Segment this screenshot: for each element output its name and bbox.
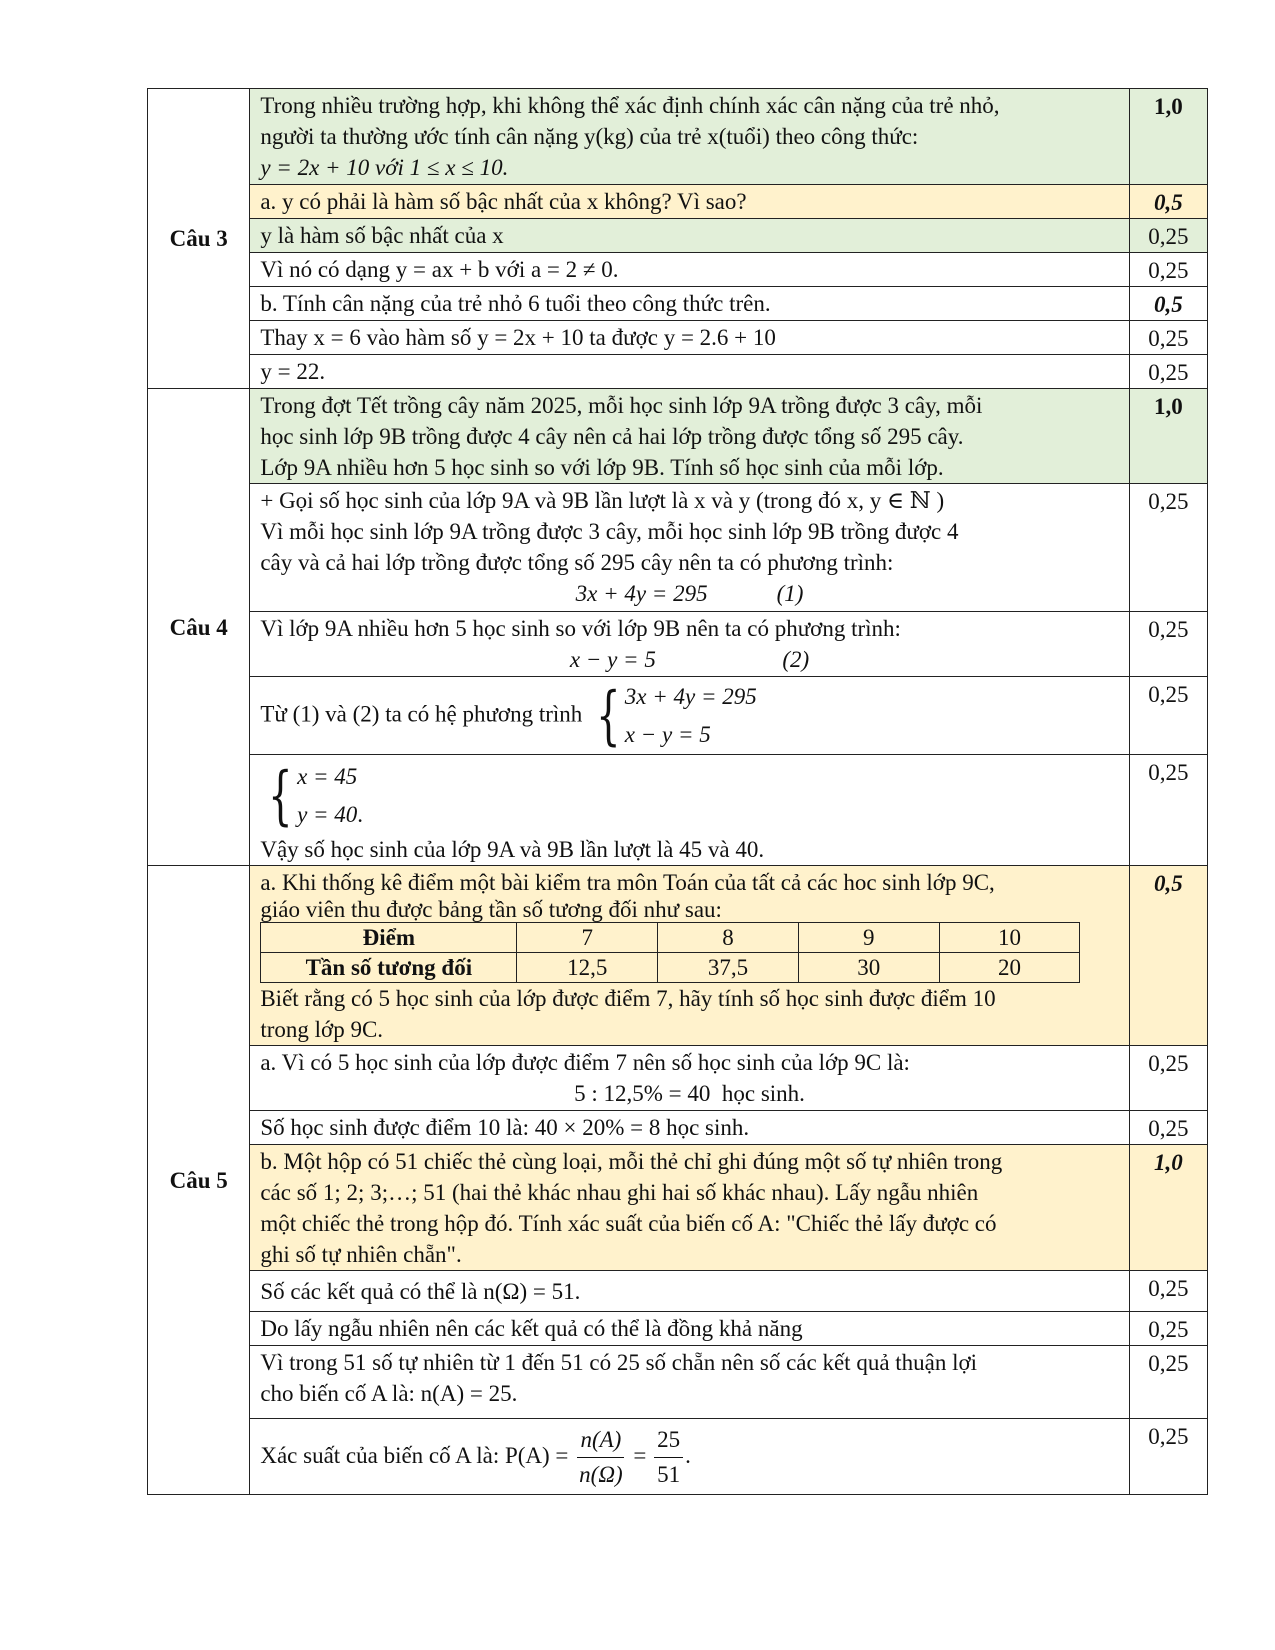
score-cell: 1,0 bbox=[1129, 1145, 1207, 1271]
score-cell: 1,0 bbox=[1129, 389, 1207, 484]
equation: 5 : 12,5% = 40 học sinh. bbox=[574, 1081, 805, 1106]
score-cell: 0,25 bbox=[1129, 1346, 1207, 1419]
answer-5b-1: Số các kết quả có thể là n(Ω) = 51. bbox=[250, 1271, 1129, 1312]
formula-line: y = 2x + 10 với 1 ≤ x ≤ 10. bbox=[260, 155, 509, 180]
fraction-nA-over-nOmega bbox=[576, 1423, 625, 1492]
score-cell: 0,25 bbox=[1129, 355, 1207, 389]
score-cell: 0,5 bbox=[1129, 287, 1207, 321]
answer-5a-2: Số học sinh được điểm 10 là: 40 × 20% = 8 học sinh. bbox=[250, 1111, 1129, 1145]
score-cell: 0,25 bbox=[1129, 321, 1207, 355]
text-line: học sinh lớp 9B trồng được 4 cây nên cả hai lớp trồng được tổng số 295 cây. bbox=[260, 424, 964, 449]
table-cell: 20 bbox=[939, 953, 1080, 983]
answer-3b-2: y = 22. bbox=[250, 355, 1129, 389]
text-line: ghi số tự nhiên chẵn". bbox=[260, 1242, 462, 1267]
table-cell: 30 bbox=[798, 953, 939, 983]
question-3-intro bbox=[250, 89, 1129, 185]
probability-label: Xác suất của biến cố A là: P(A) = bbox=[260, 1442, 569, 1468]
text-line: Từ (1) và (2) ta có hệ phương trình bbox=[260, 701, 583, 727]
answer-5b-3 bbox=[250, 1346, 1129, 1419]
frequency-table bbox=[260, 922, 1080, 983]
fraction-25-over-51 bbox=[654, 1423, 683, 1492]
brace-symbol: { bbox=[596, 679, 621, 753]
answer-4-step-1 bbox=[250, 484, 1129, 612]
question-label-4: Câu 4 bbox=[148, 389, 250, 866]
question-label-5: Câu 5 bbox=[148, 866, 250, 1495]
table-cell: 12,5 bbox=[517, 953, 658, 983]
answer-3a-2: Vì nó có dạng y = ax + b với a = 2 ≠ 0. bbox=[250, 253, 1129, 287]
text-line: trong lớp 9C. bbox=[260, 1017, 384, 1042]
question-4-intro bbox=[250, 389, 1129, 484]
table-header-label: Điểm bbox=[261, 923, 517, 953]
equation-system bbox=[588, 678, 757, 754]
text-line: giáo viên thu được bảng tần số tương đối như sau: bbox=[260, 897, 722, 922]
fraction-denominator: n(Ω) bbox=[579, 1461, 623, 1487]
punctuation: . bbox=[685, 1442, 691, 1468]
equals-sign: = bbox=[633, 1442, 647, 1468]
table-header-cell: 9 bbox=[798, 923, 939, 953]
score-cell: 0,25 bbox=[1129, 484, 1207, 612]
solution-x: x = 45 bbox=[297, 764, 358, 789]
fraction-numerator: n(A) bbox=[577, 1423, 624, 1458]
score-cell: 1,0 bbox=[1129, 89, 1207, 185]
text-line: b. Một hộp có 51 chiếc thẻ cùng loại, mỗi thẻ chỉ ghi đúng một số tự nhiên trong bbox=[260, 1149, 1003, 1174]
text-line: + Gọi số học sinh của lớp 9A và 9B lần lượt là x và y (trong đó x, y ∈ ℕ ) bbox=[260, 488, 945, 513]
table-header-cell: 10 bbox=[939, 923, 1080, 953]
table-cell: 37,5 bbox=[658, 953, 799, 983]
system-equation: 3x + 4y = 295 bbox=[624, 684, 757, 709]
text-line: Vì lớp 9A nhiều hơn 5 học sinh so với lớp 9B nên ta có phương trình: bbox=[260, 616, 901, 641]
question-5a bbox=[250, 866, 1129, 1046]
answer-3a-1: y là hàm số bậc nhất của x bbox=[250, 219, 1129, 253]
score-cell: 0,25 bbox=[1129, 1111, 1207, 1145]
fraction-denominator: 51 bbox=[657, 1461, 681, 1487]
equation-1: 3x + 4y = 295 (1) bbox=[575, 581, 804, 606]
score-cell: 0,25 bbox=[1129, 253, 1207, 287]
question-label-3: Câu 3 bbox=[148, 89, 250, 389]
brace-symbol: { bbox=[268, 759, 293, 833]
score-cell: 0,5 bbox=[1129, 866, 1207, 1046]
score-cell: 0,25 bbox=[1129, 1046, 1207, 1111]
conclusion-line: Vậy số học sinh của lớp 9A và 9B lần lượt là 45 và 40. bbox=[260, 837, 765, 862]
answer-3b-1: Thay x = 6 vào hàm số y = 2x + 10 ta được y = 2.6 + 10 bbox=[250, 321, 1129, 355]
score-cell: 0,25 bbox=[1129, 1271, 1207, 1312]
text-line: các số 1; 2; 3;…; 51 (hai thẻ khác nhau ghi hai số khác nhau). Lấy ngẫu nhiên bbox=[260, 1180, 979, 1205]
score-cell: 0,25 bbox=[1129, 219, 1207, 253]
table-row-label: Tần số tương đối bbox=[261, 953, 517, 983]
text-line: một chiếc thẻ trong hộp đó. Tính xác suất của biến cố A: "Chiếc thẻ lấy được có bbox=[260, 1211, 997, 1236]
text-line: cây và cả hai lớp trồng được tổng số 295 cây nên ta có phương trình: bbox=[260, 550, 894, 575]
score-cell: 0,25 bbox=[1129, 677, 1207, 755]
text-line: Lớp 9A nhiều hơn 5 học sinh so với lớp 9B. Tính số học sinh của mỗi lớp. bbox=[260, 455, 944, 480]
equation-2: x − y = 5 (2) bbox=[569, 647, 810, 672]
score-cell: 0,25 bbox=[1129, 755, 1207, 866]
table-header-cell: 7 bbox=[517, 923, 658, 953]
table-header-cell: 8 bbox=[658, 923, 799, 953]
answer-5a-1 bbox=[250, 1046, 1129, 1111]
text-line: a. Khi thống kê điểm một bài kiểm tra môn Toán của tất cả các hoc sinh lớp 9C, bbox=[260, 870, 995, 895]
answer-key-table bbox=[147, 88, 1208, 1495]
answer-5b-4 bbox=[250, 1419, 1129, 1495]
score-cell: 0,25 bbox=[1129, 1312, 1207, 1346]
text-line: Vì trong 51 số tự nhiên từ 1 đến 51 có 25 số chẵn nên số các kết quả thuận lợi bbox=[260, 1350, 978, 1375]
punctuation: . bbox=[357, 802, 364, 827]
score-cell: 0,25 bbox=[1129, 1419, 1207, 1495]
system-equation: x − y = 5 bbox=[624, 722, 711, 747]
answer-5b-2: Do lấy ngẫu nhiên nên các kết quả có thể là đồng khả năng bbox=[250, 1312, 1129, 1346]
text-line: Trong nhiều trường hợp, khi không thể xác định chính xác cân nặng của trẻ nhỏ, bbox=[260, 93, 1000, 118]
question-3a: a. y có phải là hàm số bậc nhất của x không? Vì sao? bbox=[250, 185, 1129, 219]
text-line: Vì mỗi học sinh lớp 9A trồng được 3 cây, mỗi học sinh lớp 9B trồng được 4 bbox=[260, 519, 959, 544]
text-line: Trong đợt Tết trồng cây năm 2025, mỗi học sinh lớp 9A trồng được 3 cây, mỗi bbox=[260, 393, 983, 418]
fraction-numerator: 25 bbox=[654, 1423, 683, 1458]
solution-y: y = 40 bbox=[297, 802, 358, 827]
score-cell: 0,25 bbox=[1129, 612, 1207, 677]
text-line: a. Vì có 5 học sinh của lớp được điểm 7 nên số học sinh của lớp 9C là: bbox=[260, 1050, 910, 1075]
question-3b: b. Tính cân nặng của trẻ nhỏ 6 tuổi theo công thức trên. bbox=[250, 287, 1129, 321]
solution-system bbox=[260, 758, 363, 834]
text-line: Biết rằng có 5 học sinh của lớp được điểm 7, hãy tính số học sinh được điểm 10 bbox=[260, 986, 996, 1011]
answer-4-step-3 bbox=[250, 677, 1129, 755]
question-5b bbox=[250, 1145, 1129, 1271]
text-line: cho biến cố A là: n(A) = 25. bbox=[260, 1381, 518, 1406]
score-cell: 0,5 bbox=[1129, 185, 1207, 219]
answer-4-step-2 bbox=[250, 612, 1129, 677]
answer-4-step-4 bbox=[250, 755, 1129, 866]
text-line: người ta thường ước tính cân nặng y(kg) của trẻ x(tuổi) theo công thức: bbox=[260, 124, 919, 149]
